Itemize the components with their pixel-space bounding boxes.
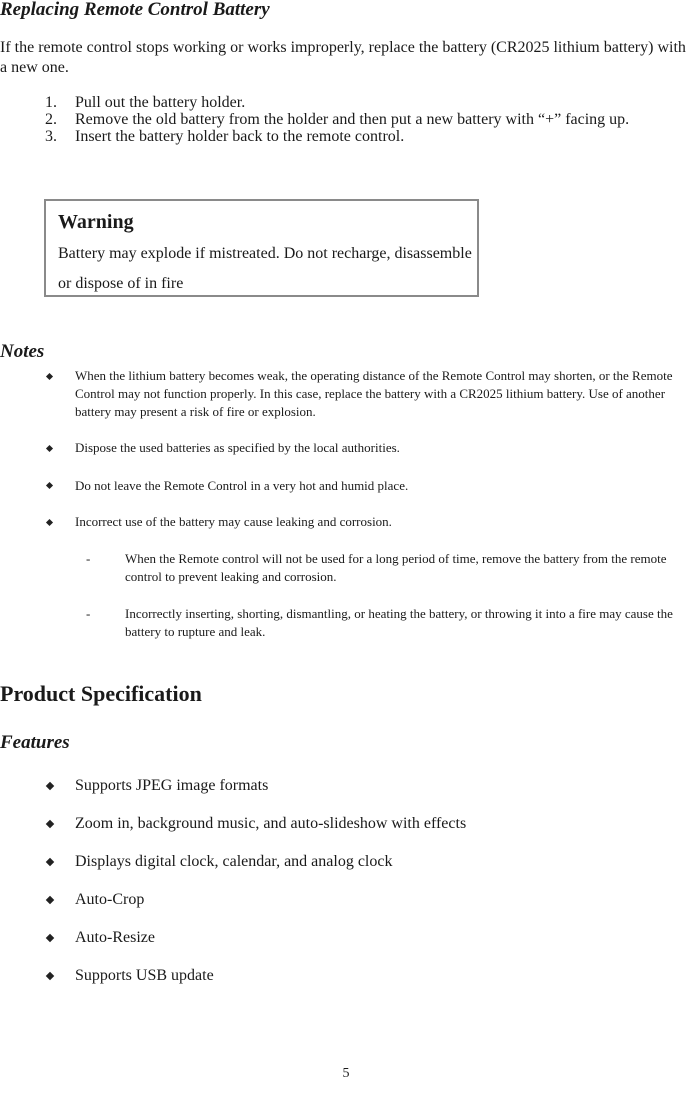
note-item: Incorrect use of the battery may cause leaking and corrosion.: [75, 514, 392, 529]
features-title: Features: [0, 732, 70, 753]
step-item: [45, 94, 690, 111]
sub-note-item: Incorrectly inserting, shorting, dismantling, or heating the battery, or throwing it into a fire may cause the battery to rupture and leak.: [125, 606, 673, 639]
spec-title: Product Specification: [0, 681, 202, 706]
step-item: [45, 111, 690, 128]
feature-item: Auto-Resize: [75, 929, 155, 946]
step-number: 3.: [45, 128, 57, 145]
warning-title: Warning: [58, 211, 134, 233]
diamond-bullet-icon: [46, 820, 54, 828]
page-number: 5: [342, 1066, 350, 1081]
feature-item: Auto-Crop: [75, 891, 145, 908]
sub-item-marker: -: [86, 606, 91, 621]
sub-item-marker: -: [86, 551, 91, 566]
diamond-bullet-icon: [46, 972, 54, 980]
note-item: When the lithium battery becomes weak, the operating distance of the Remote Control may shorten, or the Remote Control may not function properly. In this case, replace the battery with a CR2025 lithium battery. Use of another battery may present a risk of fire or explosion.: [75, 368, 673, 419]
diamond-bullet-icon: [46, 896, 54, 904]
section-title: Replacing Remote Control Battery: [0, 0, 270, 20]
note-item: Do not leave the Remote Control in a very hot and humid place.: [75, 478, 409, 493]
diamond-bullet-icon: [46, 858, 54, 866]
step-item: [45, 128, 690, 145]
feature-item: Supports USB update: [75, 967, 214, 984]
diamond-bullet-icon: [46, 519, 53, 526]
intro-paragraph: If the remote control stops working or works improperly, replace the battery (CR2025 lithium battery) with a new one.: [0, 39, 686, 76]
note-item: Dispose the used batteries as specified by the local authorities.: [75, 440, 400, 455]
diamond-bullet-icon: [46, 373, 53, 380]
step-text: Insert the battery holder back to the remote control.: [75, 128, 405, 145]
diamond-bullet-icon: [46, 934, 54, 942]
feature-item: Displays digital clock, calendar, and analog clock: [75, 853, 393, 870]
steps-list: [45, 94, 690, 145]
step-number: 1.: [45, 94, 57, 111]
warning-text: Battery may explode if mistreated. Do not recharge, disassemble or dispose of in fire: [58, 245, 472, 292]
feature-item: Zoom in, background music, and auto-slideshow with effects: [75, 815, 467, 832]
diamond-bullet-icon: [46, 445, 53, 452]
diamond-bullet-icon: [46, 482, 53, 489]
sub-note-item: When the Remote control will not be used for a long period of time, remove the battery from the remote control to prevent leaking and corrosion.: [125, 551, 667, 584]
step-text: Remove the old battery from the holder and then put a new battery with “+” facing up.: [75, 111, 630, 128]
feature-item: Supports JPEG image formats: [75, 777, 269, 794]
step-text: Pull out the battery holder.: [75, 94, 246, 111]
diamond-bullet-icon: [46, 782, 54, 790]
step-number: 2.: [45, 111, 57, 128]
notes-title: Notes: [0, 341, 45, 362]
